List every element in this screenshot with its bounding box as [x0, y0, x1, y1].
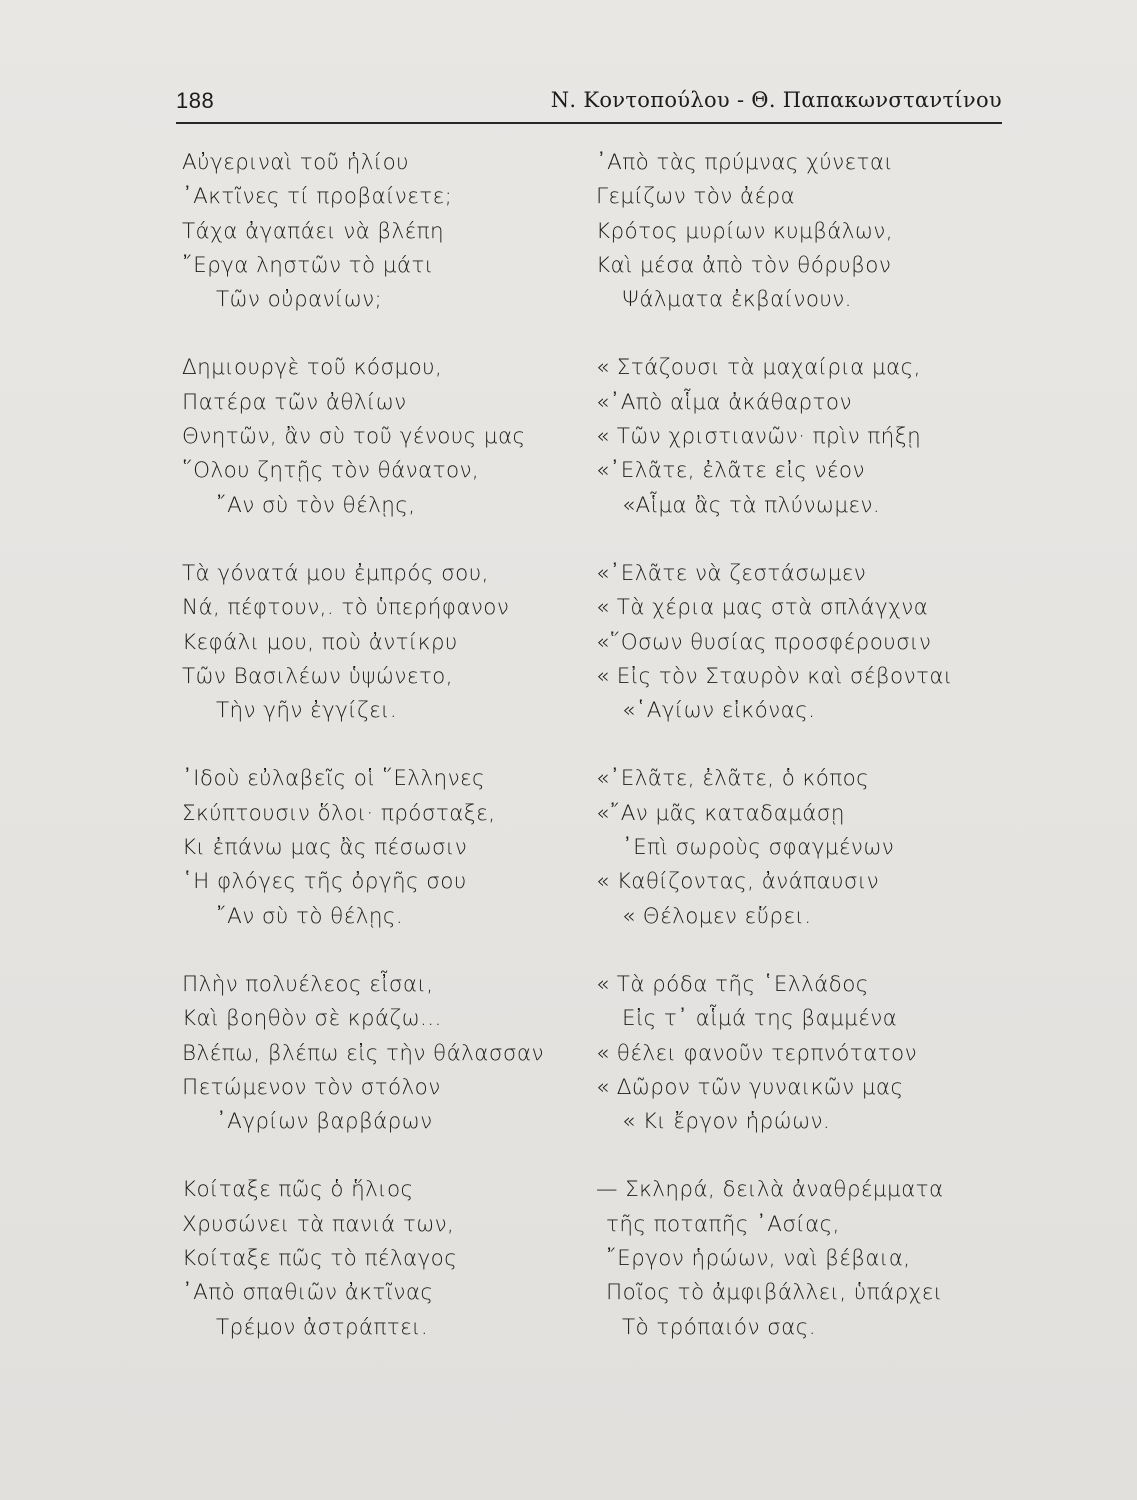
right-poem-column	[596, 146, 1006, 1379]
verse-line: « Στάζουσι τὰ μαχαίρια μας,	[596, 355, 921, 381]
verse-line: Σκύπτουσιν ὅλοι· πρόσταξε,	[182, 800, 496, 826]
verse-line-refrain: Τὴν γῆν ἐγγίζει.	[216, 698, 398, 724]
verse-line-refrain: Ψάλματα ἐκβαίνουν.	[622, 287, 852, 313]
page-header	[176, 88, 1002, 124]
verse-line: Καὶ μέσα ἀπὸ τὸν θόρυβον	[596, 252, 892, 278]
verse-line-refrain: « Θέλομεν εὕρει.	[622, 903, 812, 929]
verse-line: « Δῶρον τῶν γυναικῶν μας	[596, 1074, 904, 1100]
verse-line: Αὐγεριναὶ τοῦ ἡλίου	[182, 150, 409, 175]
page-number: 188	[176, 88, 215, 113]
verse-line: « Καθίζοντας, ἀνάπαυσιν	[596, 869, 880, 895]
verse-line: « Τὰ χέρια μας στὰ σπλάγχνα	[596, 595, 929, 621]
verse-line-refrain: « Κι ἔργον ἡρώων.	[622, 1109, 831, 1135]
verse-line: ᾿Επὶ σωροὺς σφαγμένων	[622, 835, 895, 861]
verse-line: Κοίταξε πῶς τὸ πέλαγος	[182, 1246, 458, 1272]
verse-line: τῆς ποταπῆς ᾿Ασίας,	[606, 1211, 840, 1237]
stanza	[596, 351, 1006, 522]
stanza	[596, 146, 1006, 317]
verse-line: « θέλει φανοῦν τερπνότατον	[596, 1040, 918, 1066]
verse-line: ᾿Απὸ σπαθιῶν ἀκτῖνας	[182, 1280, 434, 1306]
verse-line: ᾿Ακτῖνες τί προβαίνετε;	[182, 184, 453, 210]
verse-line: ῎Εργα ληστῶν τὸ μάτι	[182, 252, 434, 278]
verse-line: Χρυσώνει τὰ πανιά των,	[182, 1211, 455, 1237]
verse-line: «῞Οσων θυσίας προσφέρουσιν	[596, 629, 932, 655]
verse-line: «῎Αν μᾶς καταδαμάσῃ	[596, 800, 845, 826]
stanza	[182, 146, 582, 317]
stanza	[596, 1173, 1006, 1344]
verse-line: Ποῖος τὸ ἀμφιβάλλει, ὑπάρχει	[606, 1280, 943, 1306]
verse-line-refrain: Τρέμον ἀστράπτει.	[216, 1314, 429, 1340]
stanza	[596, 968, 1006, 1139]
verse-line: Κοίταξε πῶς ὁ ἥλιος	[182, 1177, 414, 1203]
verse-line: Κρότος μυρίων κυμβάλων,	[596, 218, 893, 244]
stanza	[182, 351, 582, 522]
verse-line: Νά, πέφτουν,. τὸ ὑπερήφανον	[182, 595, 510, 621]
verse-line: ῎Εργον ἡρώων, ναὶ βέβαια,	[606, 1246, 911, 1272]
verse-line-refrain: «῾Αγίων εἰκόνας.	[622, 698, 816, 724]
verse-line: «᾿Ελᾶτε νὰ ζεστάσωμεν	[596, 560, 867, 586]
verse-line: Τὰ γόνατά μου ἐμπρός σου,	[182, 560, 489, 586]
verse-line: Εἰς τ᾿ αἷμά της βαμμένα	[622, 1006, 898, 1032]
stanza	[182, 762, 582, 933]
verse-line: — Σκληρά, δειλὰ ἀναθρέμματα	[596, 1177, 944, 1203]
verse-line-refrain: ῎Αν σὺ τὸ θέλῃς.	[216, 903, 404, 929]
verse-line: Βλέπω, βλέπω εἰς τὴν θάλασσαν	[182, 1040, 544, 1066]
running-head: Ν. Κοντοπούλου - Θ. Παπακωνσταντίνου	[550, 88, 1002, 112]
verse-line: ῞Ολου ζητῇς τὸν θάνατον,	[182, 458, 480, 484]
verse-line: « Εἰς τὸν Σταυρὸν καὶ σέβονται	[596, 663, 953, 689]
stanza	[596, 762, 1006, 933]
verse-line: ῾Η φλόγες τῆς ὀργῆς σου	[182, 869, 467, 895]
verse-line: Πλὴν πολυέλεος εἶσαι,	[182, 971, 434, 997]
verse-line: Τῶν Βασιλέων ὑψώνετο,	[182, 663, 453, 689]
verse-line-refrain: ῎Αν σὺ τὸν θέλῃς,	[216, 492, 416, 518]
left-poem-column	[182, 146, 582, 1379]
verse-line: «᾿Ελᾶτε, ἐλᾶτε εἰς νέον	[596, 458, 865, 484]
verse-line: «᾿Ελᾶτε, ἐλᾶτε, ὁ κόπος	[596, 766, 870, 792]
verse-line: Δημιουργὲ τοῦ κόσμου,	[182, 355, 443, 381]
verse-line-refrain: Τὸ τρόπαιόν σας.	[622, 1314, 816, 1340]
stanza	[182, 557, 582, 728]
verse-line: ᾿Ιδοὺ εὐλαβεῖς οἱ ῞Ελληνες	[182, 766, 486, 792]
verse-line: Κι ἐπάνω μας ἂς πέσωσιν	[182, 835, 468, 861]
verse-line: «᾿Απὸ αἷμα ἀκάθαρτον	[596, 389, 852, 415]
verse-line: Καὶ βοηθὸν σὲ κράζω...	[182, 1006, 442, 1032]
verse-line: Γεμίζων τὸν ἀέρα	[596, 184, 796, 210]
stanza	[596, 557, 1006, 728]
stanza	[182, 1173, 582, 1344]
stanza	[182, 968, 582, 1139]
verse-line: Κεφάλι μου, ποὺ ἀντίκρυ	[182, 629, 458, 655]
verse-line: ᾿Απὸ τὰς πρύμνας χύνεται	[596, 150, 894, 175]
verse-line: « Τῶν χριστιανῶν· πρὶν πήξῃ	[596, 424, 922, 450]
verse-line-refrain: ᾿Αγρίων βαρβάρων	[216, 1109, 433, 1135]
verse-line: Πατέρα τῶν ἀθλίων	[182, 389, 407, 415]
verse-line: « Τὰ ρόδα τῆς ῾Ελλάδος	[596, 971, 869, 997]
verse-line-refrain: «Αἷμα ἂς τὰ πλύνωμεν.	[622, 492, 881, 518]
verse-line: Τάχα ἀγαπάει νὰ βλέπη	[182, 218, 445, 244]
verse-line: Πετώμενον τὸν στόλον	[182, 1074, 441, 1100]
verse-line-refrain: Τῶν οὐρανίων;	[216, 287, 383, 313]
verse-line: Θνητῶν, ἂν σὺ τοῦ γένους μας	[182, 424, 526, 450]
